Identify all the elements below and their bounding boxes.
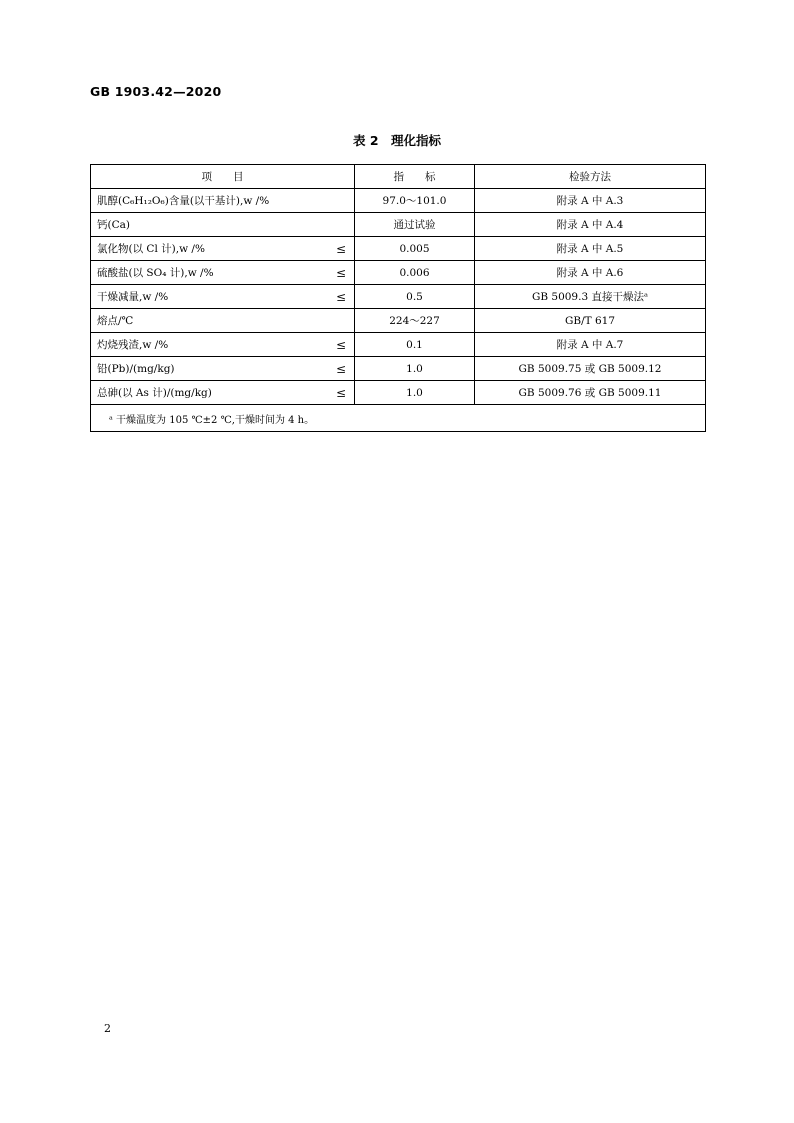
- row-item: [91, 357, 355, 381]
- leq-symbol: ≤: [335, 265, 346, 280]
- row-item-label: 硫酸盐(以 SO₄ 计),w /%: [97, 267, 214, 279]
- row-method: 附录 A 中 A.5: [475, 237, 706, 261]
- row-value: 97.0～101.0: [355, 189, 475, 213]
- row-method: 附录 A 中 A.4: [475, 213, 706, 237]
- row-item: [91, 309, 355, 333]
- row-value: 0.1: [355, 333, 475, 357]
- leq-symbol: ≤: [335, 289, 346, 304]
- table-row: [91, 237, 706, 261]
- row-value: 通过试验: [355, 213, 475, 237]
- row-item-label: 肌醇(C₆H₁₂O₆)含量(以干基计),w /%: [97, 195, 270, 207]
- row-value: 1.0: [355, 357, 475, 381]
- row-item-label: 总砷(以 As 计)/(mg/kg): [97, 387, 212, 399]
- row-item-label: 铅(Pb)/(mg/kg): [97, 363, 175, 375]
- row-method: GB 5009.75 或 GB 5009.12: [475, 357, 706, 381]
- row-method: 附录 A 中 A.7: [475, 333, 706, 357]
- table-footnote-row: [91, 405, 706, 432]
- spec-table: [90, 164, 706, 432]
- row-item: [91, 189, 355, 213]
- row-value: 0.005: [355, 237, 475, 261]
- page-number: 2: [104, 1022, 111, 1035]
- table-row: [91, 213, 706, 237]
- table-row: [91, 309, 706, 333]
- row-method: 附录 A 中 A.3: [475, 189, 706, 213]
- row-method: GB/T 617: [475, 309, 706, 333]
- row-item-label: 氯化物(以 Cl 计),w /%: [97, 243, 205, 255]
- row-item: [91, 261, 355, 285]
- table-row: [91, 189, 706, 213]
- table-row: [91, 285, 706, 309]
- row-method: 附录 A 中 A.6: [475, 261, 706, 285]
- leq-symbol: ≤: [335, 337, 346, 352]
- row-value: 0.5: [355, 285, 475, 309]
- column-header-method: 检验方法: [475, 165, 706, 189]
- leq-symbol: ≤: [335, 385, 346, 400]
- row-item: [91, 213, 355, 237]
- column-header-item: 项 目: [91, 165, 355, 189]
- table-footnote: ᵃ 干燥温度为 105 ℃±2 ℃,干燥时间为 4 h。: [91, 405, 706, 432]
- row-value: 224～227: [355, 309, 475, 333]
- row-item: [91, 333, 355, 357]
- row-item: [91, 237, 355, 261]
- column-header-value: 指 标: [355, 165, 475, 189]
- table-header-row: [91, 165, 706, 189]
- row-item: [91, 381, 355, 405]
- standard-number: GB 1903.42—2020: [90, 84, 222, 99]
- row-method: GB 5009.3 直接干燥法ᵃ: [475, 285, 706, 309]
- row-method: GB 5009.76 或 GB 5009.11: [475, 381, 706, 405]
- leq-symbol: ≤: [335, 361, 346, 376]
- table-caption: 表 2 理化指标: [352, 133, 442, 148]
- table-row: [91, 357, 706, 381]
- row-item-label: 灼烧残渣,w /%: [97, 339, 169, 351]
- row-item-label: 钙(Ca): [97, 219, 130, 231]
- row-value: 0.006: [355, 261, 475, 285]
- table-row: [91, 261, 706, 285]
- row-item-label: 干燥减量,w /%: [97, 291, 169, 303]
- row-value: 1.0: [355, 381, 475, 405]
- leq-symbol: ≤: [335, 241, 346, 256]
- row-item: [91, 285, 355, 309]
- table-row: [91, 333, 706, 357]
- row-item-label: 熔点/℃: [97, 315, 134, 327]
- table-row: [91, 381, 706, 405]
